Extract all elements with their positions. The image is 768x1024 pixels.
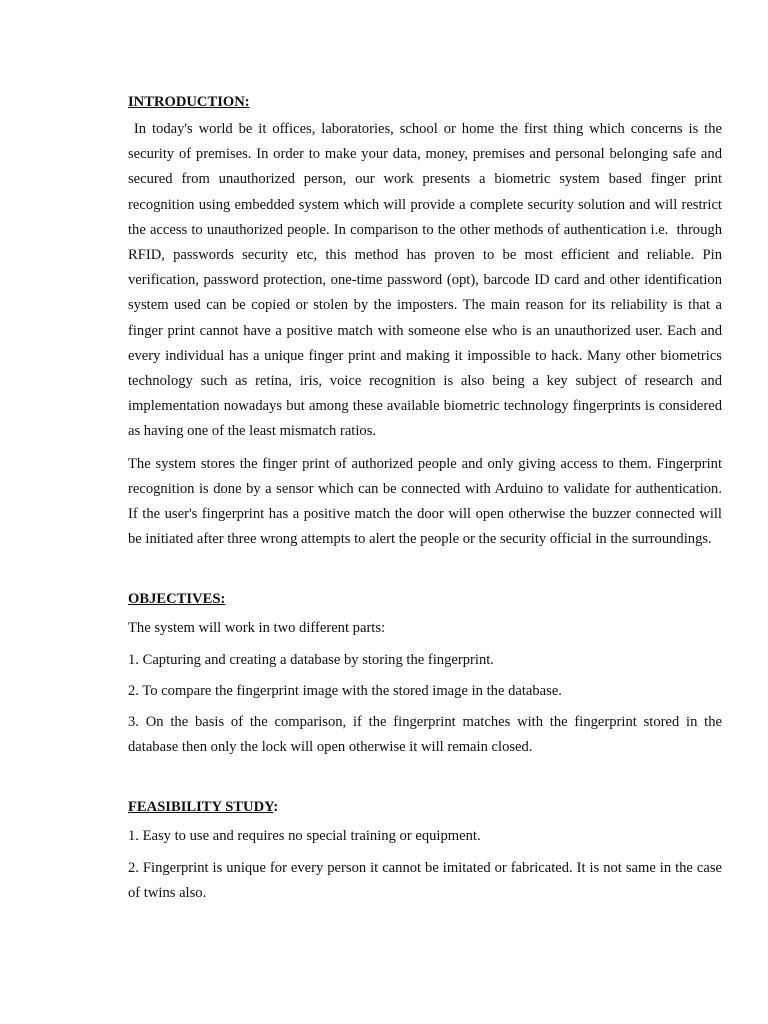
section-spacer bbox=[128, 552, 722, 589]
introduction-paragraph-1: In today's world be it offices, laboratories, school or home the first thing which concerns is the security of premises. In order to make your data, money, premises and personal belonging safe and secured from unauthorized person, our work presents a biometric system based finger print recognition using embedded system which will provide a complete security solution and will restrict the access to unauthorized people. In comparison to the other methods of authentication i.e. through RFID, passwords security etc, this method has proven to be most efficient and reliable. Pin verification, password protection, one-time password (opt), barcode ID card and other identification system used can be copied or stolen by the imposters. The main reason for its reliability is that a finger print cannot have a positive match with someone else who is an unauthorized user. Each and every individual has a unique finger print and making it impossible to hack. Many other biometrics technology such as retina, iris, voice recognition is also being a key subject of research and implementation nowadays but among these available biometric technology fingerprints is considered as having one of the least mismatch ratios. bbox=[128, 121, 726, 440]
objectives-item-3: 3. On the basis of the comparison, if the fingerprint matches with the fingerprint stored in the database then only the lock will open otherwise it will remain closed. bbox=[128, 714, 722, 756]
objectives-item-1: 1. Capturing and creating a database by storing the fingerprint. bbox=[128, 651, 494, 668]
objectives-intro: The system will work in two different parts: bbox=[128, 620, 386, 637]
document-page bbox=[128, 92, 726, 906]
feasibility-heading-text: FEASIBILITY STUDY bbox=[128, 799, 274, 816]
objectives-heading: OBJECTIVES: bbox=[128, 591, 226, 608]
objectives-item-2: 2. To compare the fingerprint image with the stored image in the database. bbox=[128, 682, 562, 699]
introduction-heading: INTRODUCTION: bbox=[128, 94, 250, 110]
feasibility-item-2: 2. Fingerprint is unique for every person it cannot be imitated or fabricated. It is not same in the case of twins also. bbox=[128, 859, 722, 901]
introduction-paragraph-2: The system stores the finger print of authorized people and only giving access to them. Fingerprint recognition is done by a sensor which can be connected with Arduino to validate for authentication. If the user's fingerprint has a positive match the door will open otherwise the buzzer connected will be initiated after three wrong attempts to alert the people or the security official in the surroundings. bbox=[128, 455, 722, 548]
section-spacer bbox=[128, 760, 722, 797]
feasibility-item-1: 1. Easy to use and requires no special training or equipment. bbox=[128, 828, 481, 845]
feasibility-heading bbox=[128, 797, 722, 817]
feasibility-heading-colon: : bbox=[273, 799, 279, 816]
